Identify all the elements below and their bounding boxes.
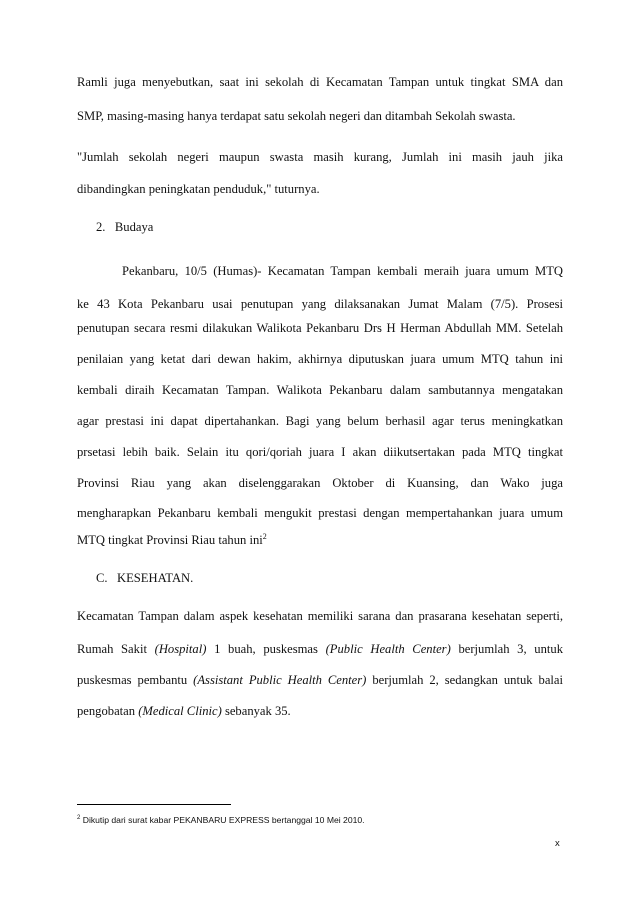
- paragraph-4-line-1: Kecamatan Tampan dalam aspek kesehatan memiliki sarana dan prasarana kesehatan seperti,: [77, 609, 563, 623]
- text-assistant-phc-italic: (Assistant Public Health Center): [193, 673, 367, 687]
- paragraph-4-line-2: [77, 641, 563, 657]
- section-heading-kesehatan: C. KESEHATAN.: [96, 571, 194, 585]
- paragraph-2-line-1: "Jumlah sekolah negeri maupun swasta masih kurang, Jumlah ini masih jauh jika: [77, 150, 563, 164]
- paragraph-4-line-3: [77, 672, 563, 688]
- text-hospital-italic: (Hospital): [154, 642, 207, 656]
- footnote-reference: 2: [262, 531, 267, 541]
- paragraph-3-line-2: ke 43 Kota Pekanbaru usai penutupan yang dilaksanakan Jumat Malam (7/5). Prosesi: [77, 297, 563, 311]
- paragraph-3-line-9: mengharapkan Pekanbaru kembali mengukit prestasi dengan mempertahankan juara umum: [77, 506, 563, 520]
- text-public-health-center-italic: (Public Health Center): [325, 642, 451, 656]
- paragraph-4-line-4: [77, 703, 563, 719]
- paragraph-3-last-line-text: MTQ tingkat Provinsi Riau tahun ini: [77, 533, 263, 547]
- paragraph-3-line-5: kembali diraih Kecamatan Tampan. Walikota Pekanbaru dalam sambutannya mengatakan: [77, 383, 563, 397]
- page-number: x: [555, 838, 560, 849]
- footnote: [77, 814, 365, 826]
- text-berjumlah-3: berjumlah 3, untuk: [450, 642, 563, 656]
- text-puskesmas-pembantu: puskesmas pembantu: [77, 673, 194, 687]
- footnote-number: 2: [77, 815, 81, 822]
- paragraph-3-line-3: penutupan secara resmi dilakukan Walikota Pekanbaru Drs H Herman Abdullah MM. Setelah: [77, 321, 563, 335]
- paragraph-1-line-2: SMP, masing-masing hanya terdapat satu sekolah negeri dan ditambah Sekolah swasta.: [77, 109, 516, 123]
- paragraph-3-line-10: [77, 532, 563, 548]
- footnote-separator: [77, 804, 231, 805]
- text-pengobatan: pengobatan: [77, 704, 139, 718]
- text-berjumlah-2: berjumlah 2, sedangkan untuk balai: [366, 673, 564, 687]
- paragraph-3-line-1: Pekanbaru, 10/5 (Humas)- Kecamatan Tampan kembali meraih juara umum MTQ: [122, 264, 563, 278]
- paragraph-3-line-6: agar prestasi ini dapat dipertahankan. Bagi yang belum berhasil agar terus meningkatkan: [77, 414, 563, 428]
- paragraph-3-line-7: prsetasi lebih baik. Selain itu qori/qoriah juara I akan diikutsertakan pada MTQ tingkat: [77, 445, 563, 459]
- paragraph-3-line-4: penilaian yang ketat dari dewan hakim, akhirnya diputuskan juara umum MTQ tahun ini: [77, 352, 563, 366]
- paragraph-1-line-1: Ramli juga menyebutkan, saat ini sekolah di Kecamatan Tampan untuk tingkat SMA dan: [77, 75, 563, 89]
- paragraph-3-line-8: Provinsi Riau yang akan diselenggarakan Oktober di Kuansing, dan Wako juga: [77, 476, 563, 490]
- paragraph-2-line-2: dibandingkan peningkatan penduduk," tuturnya.: [77, 182, 320, 196]
- text-rumah-sakit: Rumah Sakit: [77, 642, 155, 656]
- text-sebanyak-35: sebanyak 35.: [221, 704, 291, 718]
- text-puskesmas: 1 buah, puskesmas: [206, 642, 326, 656]
- section-heading-budaya: 2. Budaya: [96, 220, 154, 234]
- text-medical-clinic-italic: (Medical Clinic): [138, 704, 222, 718]
- footnote-text: Dikutip dari surat kabar PEKANBARU EXPRESS bertanggal 10 Mei 2010.: [80, 815, 365, 825]
